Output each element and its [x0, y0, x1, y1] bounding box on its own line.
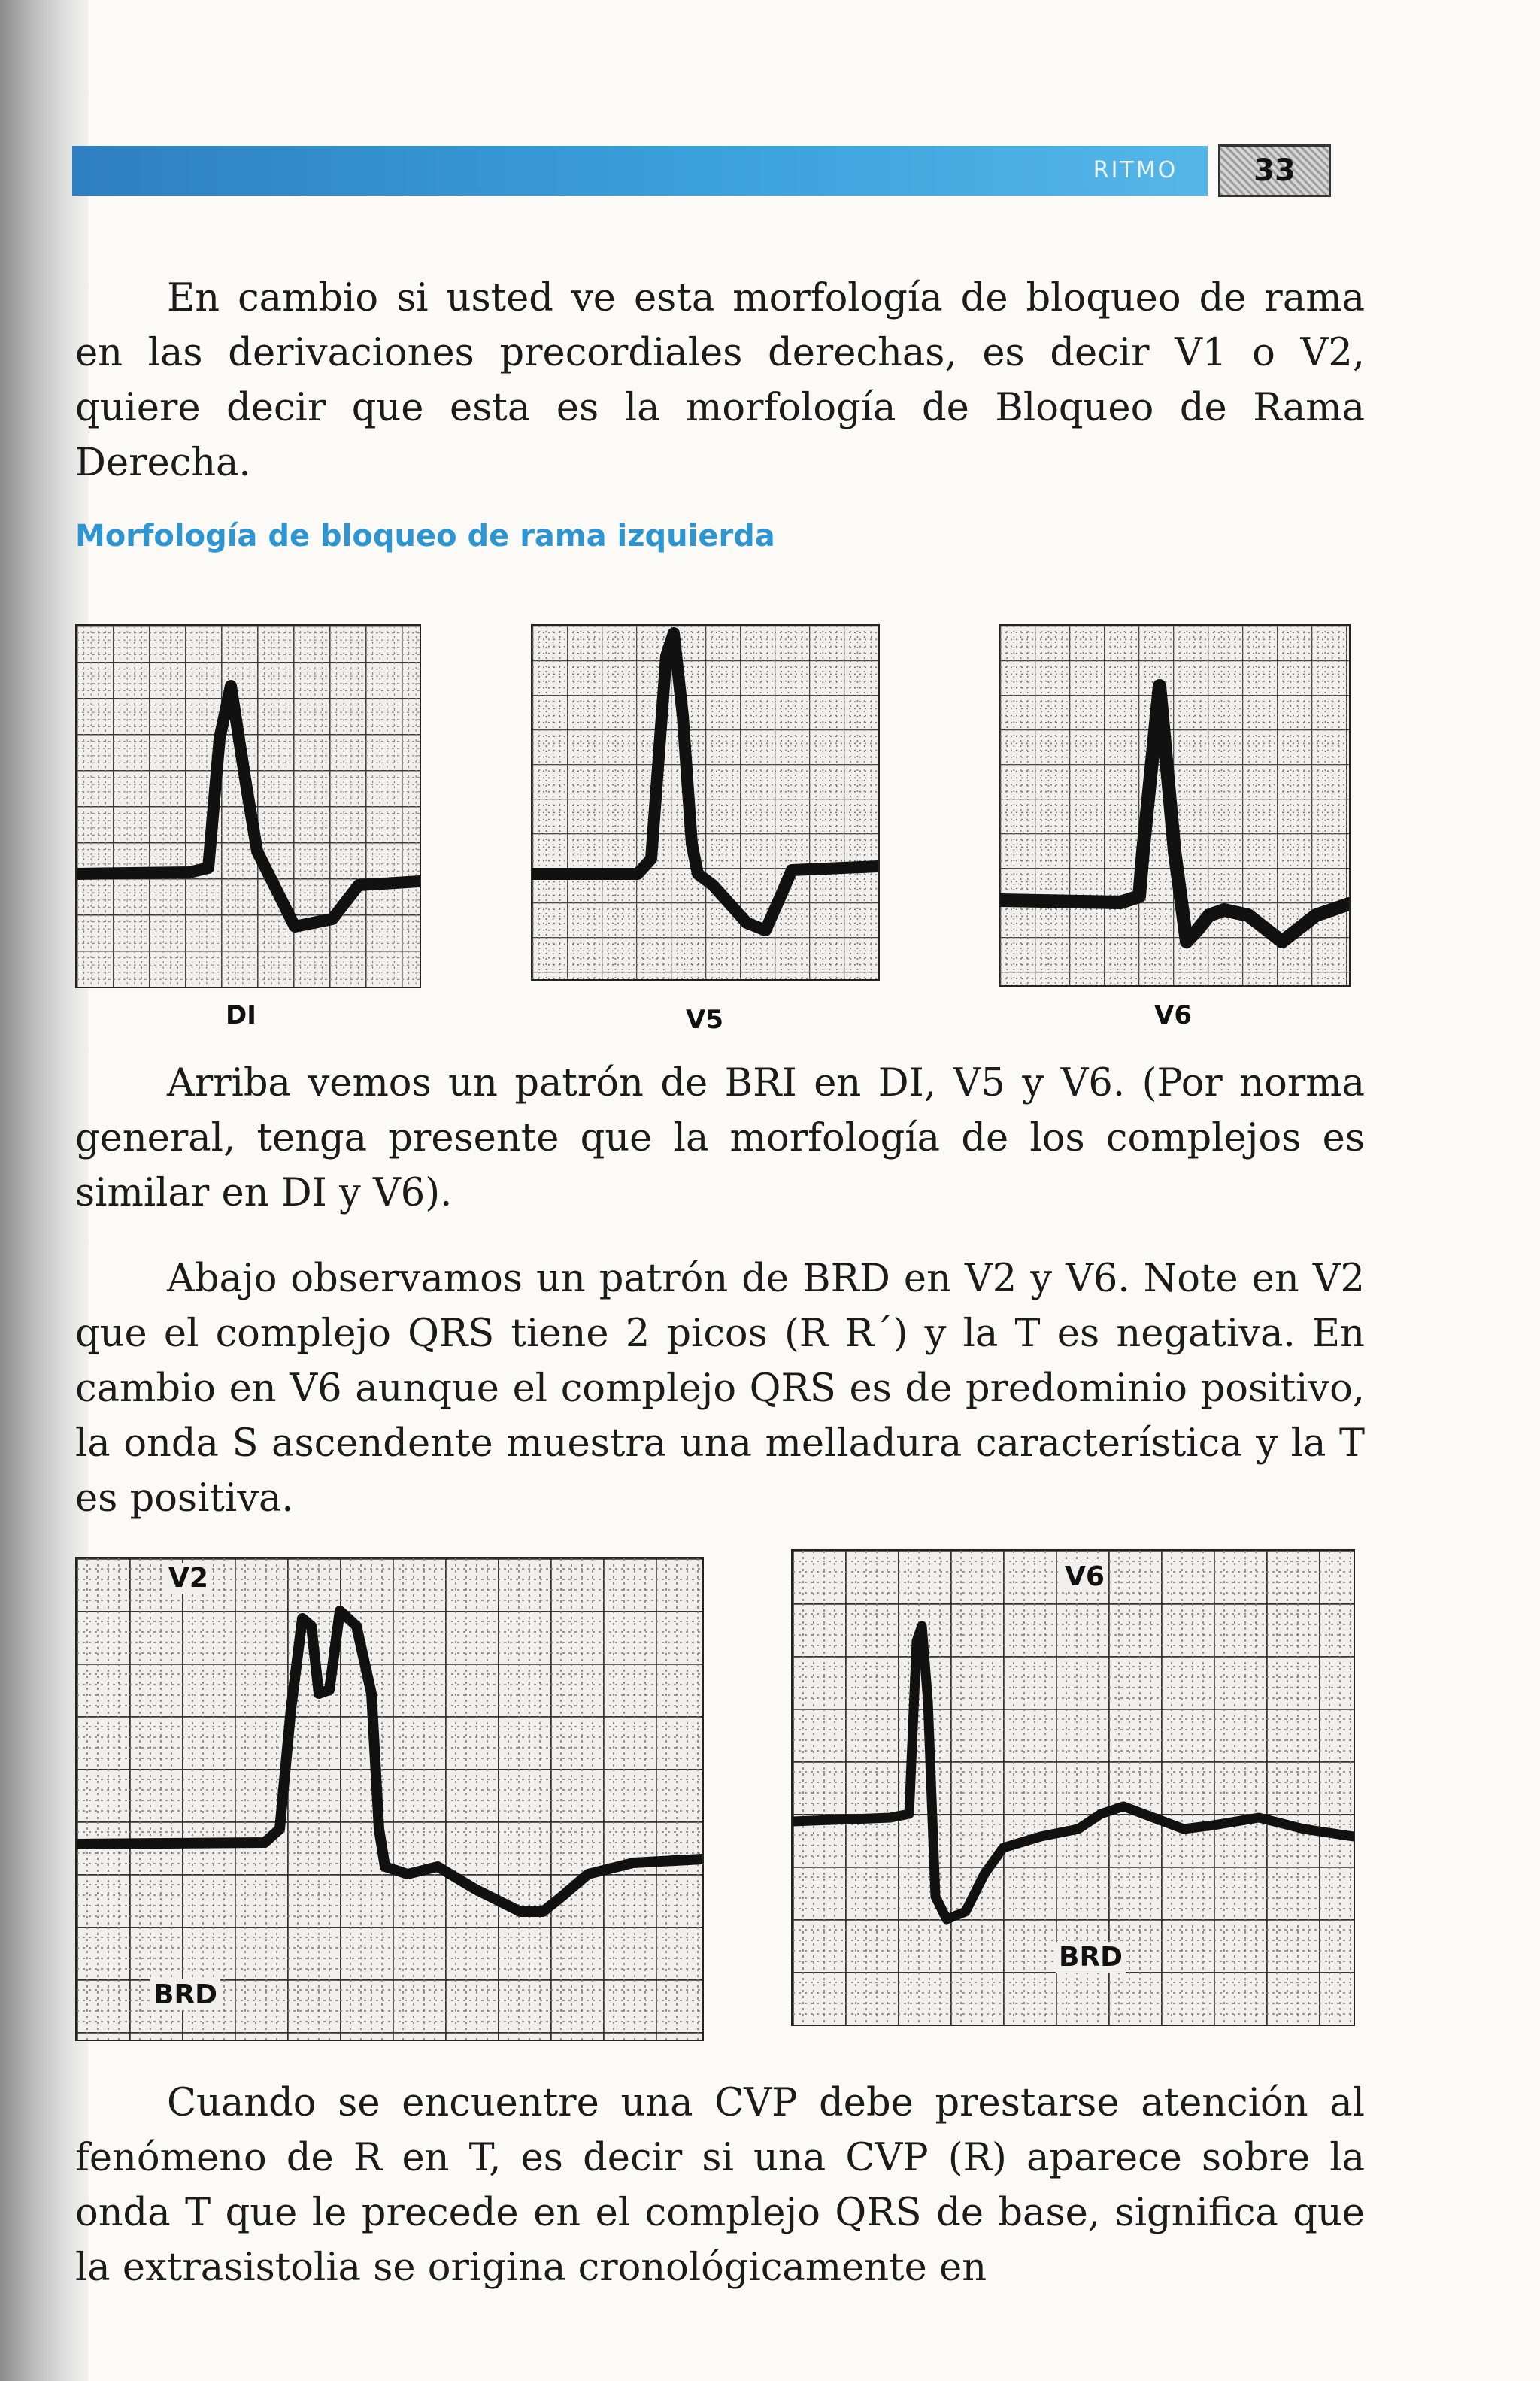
paragraph-1: En cambio si usted ve esta morfología de bloqueo de rama en las derivaciones precordiales derechas, es decir V1 o V2, quiere decir que esta es la morfología de Bloqueo de Rama Derecha.	[75, 276, 1365, 485]
trace-tag-v2: V2	[165, 1563, 211, 1594]
ecg-strip-v6	[999, 624, 1351, 987]
ecg-strip-brd-v2	[75, 1557, 704, 2041]
header-section-title: RITMO	[1093, 157, 1178, 184]
lead-label-v5: V5	[686, 1005, 723, 1035]
ecg-strip-brd-v6	[791, 1549, 1355, 2026]
paragraph-4: Cuando se encuentre una CVP debe prestarse atención al fenómeno de R en T, es decir si una CVP (R) aparece sobre la onda T que le precede en el complejo QRS de base, significa que la extrasistolia se origina cronológicamente en	[75, 2081, 1365, 2290]
lead-label-di: DI	[226, 1000, 256, 1030]
trace-tag-v6: V6	[1062, 1561, 1108, 1592]
paragraph-2: Arriba vemos un patrón de BRI en DI, V5 y V6. (Por norma general, tenga presente que la morfología de los complejos es similar en DI y V6).	[75, 1061, 1365, 1215]
ecg-strip-di	[75, 624, 421, 988]
lead-label-v6: V6	[1154, 1000, 1192, 1030]
ecg-strip-v5	[531, 624, 880, 981]
section-subheading: Morfología de bloqueo de rama izquierda	[75, 519, 775, 554]
trace-tag-brd-v6: BRD	[1056, 1942, 1126, 1973]
running-header-bar	[72, 146, 1208, 196]
page-number: 33	[1218, 144, 1331, 197]
paragraph-3: Abajo observamos un patrón de BRD en V2 y V6. Note en V2 que el complejo QRS tiene 2 picos (R R´) y la T es negativa. En cambio en V6 aunque el complejo QRS es de predominio positivo, la onda S ascendente muestra una melladura característica y la T es positiva.	[75, 1257, 1365, 1521]
trace-tag-brd-v2: BRD	[150, 1979, 220, 2010]
